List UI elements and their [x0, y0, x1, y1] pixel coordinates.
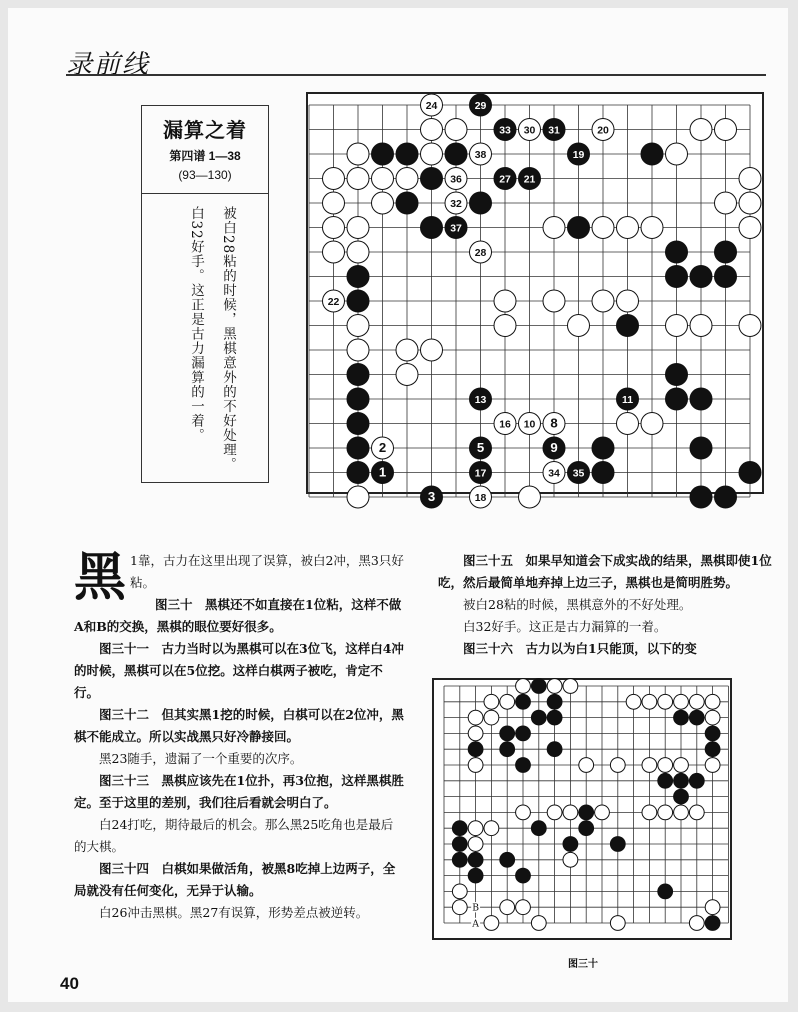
white-stone — [689, 805, 704, 820]
white-stone — [421, 339, 443, 361]
right-text-column — [438, 550, 774, 660]
white-stone — [516, 900, 531, 915]
white-stone — [563, 852, 578, 867]
white-stone — [500, 900, 515, 915]
small-go-board — [432, 678, 732, 940]
title-subtitle: 第四谱 1—38 — [169, 149, 241, 163]
black-stone — [347, 266, 369, 288]
white-stone — [396, 364, 418, 386]
black-stone — [690, 486, 712, 508]
white-stone — [626, 694, 641, 709]
move-number-label: 11 — [621, 395, 634, 407]
white-stone — [674, 805, 689, 820]
white-stone — [323, 241, 345, 263]
white-stone — [547, 679, 562, 694]
white-stone — [705, 710, 720, 725]
move-number-label: 18 — [474, 493, 487, 505]
black-stone — [347, 364, 369, 386]
title-head — [142, 106, 268, 194]
black-stone — [674, 789, 689, 804]
move-number-label: 8 — [550, 415, 558, 431]
black-stone — [372, 143, 394, 165]
black-stone — [666, 364, 688, 386]
black-stone — [500, 726, 515, 741]
left-paragraph-2: 图三十一 古力当时以为黑棋可以在3位飞，这样白4冲的时候，黑棋可以在5位挖。这样白棋两子被吃，肯定不行。 — [74, 641, 404, 700]
move-number-label: 21 — [523, 174, 536, 186]
white-stone — [592, 217, 614, 239]
left-paragraph-7: 图三十四 白棋如果做活角，被黑8吃掉上边两子，全局就没有任何变化，无异于认输。 — [74, 861, 396, 898]
white-stone — [617, 290, 639, 312]
diagram-caption: 图三十 — [568, 959, 598, 970]
move-number-label: 37 — [450, 223, 462, 235]
page-number: 40 — [60, 974, 79, 993]
white-stone — [543, 217, 565, 239]
left-paragraph-6: 白24打吃，期待最后的机会。那么黑25吃角也是最后的大棋。 — [74, 817, 394, 854]
black-stone — [531, 821, 546, 836]
black-stone — [674, 773, 689, 788]
white-stone — [347, 486, 369, 508]
black-stone — [347, 290, 369, 312]
move-number-label: 10 — [523, 419, 536, 431]
white-stone — [323, 192, 345, 214]
white-stone — [666, 315, 688, 337]
white-stone — [642, 805, 657, 820]
white-stone — [452, 900, 467, 915]
white-stone — [690, 315, 712, 337]
white-stone — [347, 315, 369, 337]
black-stone — [452, 837, 467, 852]
right-paragraph-0: 图三十五 如果早知道会下成实战的结果，黑棋即使1位吃，然后最简单地弃掉上边三子，黑棋也是简明胜势。 — [438, 553, 772, 590]
left-paragraph-8: 白26冲击黑棋。黑27有误算，形势差点被逆转。 — [99, 905, 369, 920]
black-stone — [347, 388, 369, 410]
black-stone — [579, 805, 594, 820]
move-number-label: 19 — [572, 150, 585, 162]
left-paragraph-5: 图三十三 黑棋应该先在1位扑，再3位抱，这样黑棋胜定。至于这里的差别，我们往后看就会明白了。 — [74, 773, 404, 810]
move-number-label: 33 — [499, 125, 511, 137]
move-number-label: 34 — [548, 468, 560, 480]
move-number-label: 35 — [572, 468, 585, 480]
move-number-label: 27 — [499, 174, 511, 186]
black-stone — [547, 742, 562, 757]
white-stone — [468, 821, 483, 836]
black-stone — [421, 217, 443, 239]
white-stone — [705, 900, 720, 915]
black-stone — [592, 437, 614, 459]
black-stone — [658, 884, 673, 899]
white-stone — [739, 168, 761, 190]
white-stone — [396, 168, 418, 190]
white-stone — [484, 916, 499, 931]
title-vertical-text-1: 被白28粘的时候，黑棋意外的不好处理。 — [220, 206, 236, 472]
black-stone — [715, 486, 737, 508]
white-stone — [563, 805, 578, 820]
white-stone — [563, 679, 578, 694]
black-stone — [666, 266, 688, 288]
black-stone — [516, 694, 531, 709]
move-number-label: 31 — [548, 125, 560, 137]
black-stone — [563, 837, 578, 852]
move-number-label: 3 — [427, 489, 436, 505]
black-stone — [705, 726, 720, 741]
black-stone — [674, 710, 689, 725]
move-number-label: 17 — [474, 468, 487, 480]
white-stone — [658, 758, 673, 773]
left-text-column — [74, 550, 404, 924]
white-stone — [642, 694, 657, 709]
white-stone — [347, 339, 369, 361]
black-stone — [617, 315, 639, 337]
black-stone — [347, 437, 369, 459]
move-number-label: 1 — [378, 464, 387, 480]
black-stone — [347, 462, 369, 484]
move-number-label: 5 — [476, 440, 485, 456]
black-stone — [516, 868, 531, 883]
black-stone — [421, 168, 443, 190]
white-stone — [347, 143, 369, 165]
move-number-label: 32 — [450, 199, 462, 211]
main-go-board — [306, 92, 764, 505]
white-stone — [715, 192, 737, 214]
black-stone — [531, 710, 546, 725]
left-paragraph-1: 图三十 黑棋还不如直接在1位粘，这样不做A和B的交换，黑棋的眼位要好很多。 — [74, 597, 402, 634]
black-stone — [610, 837, 625, 852]
white-stone — [705, 694, 720, 709]
black-stone — [705, 916, 720, 931]
black-stone — [500, 852, 515, 867]
white-stone — [500, 694, 515, 709]
move-number-label: 13 — [474, 395, 487, 407]
point-label: A — [472, 918, 479, 930]
black-stone — [396, 143, 418, 165]
white-stone — [642, 758, 657, 773]
black-stone — [715, 241, 737, 263]
black-stone — [690, 437, 712, 459]
white-stone — [323, 217, 345, 239]
white-stone — [421, 143, 443, 165]
white-stone — [610, 758, 625, 773]
black-stone — [592, 462, 614, 484]
white-stone — [739, 217, 761, 239]
black-stone — [500, 742, 515, 757]
white-stone — [445, 119, 467, 141]
white-stone — [347, 217, 369, 239]
black-stone — [445, 143, 467, 165]
white-stone — [658, 694, 673, 709]
black-stone — [468, 852, 483, 867]
move-number-label: 30 — [523, 125, 536, 137]
white-stone — [641, 413, 663, 435]
black-stone — [690, 266, 712, 288]
book-page — [8, 8, 788, 1002]
title-range: (93—130) — [178, 168, 232, 182]
white-stone — [715, 119, 737, 141]
title-box — [141, 105, 269, 483]
white-stone — [658, 805, 673, 820]
move-number-label: 28 — [474, 248, 487, 260]
left-paragraph-3: 图三十二 但其实黑1挖的时候，白棋可以在2位冲，黑棋不能成立。所以实战黑只好冷静接回。 — [74, 707, 404, 744]
black-stone — [690, 388, 712, 410]
white-stone — [543, 290, 565, 312]
white-stone — [579, 758, 594, 773]
black-stone — [715, 266, 737, 288]
black-stone — [347, 413, 369, 435]
black-stone — [452, 821, 467, 836]
black-stone — [579, 821, 594, 836]
white-stone — [689, 916, 704, 931]
white-stone — [484, 694, 499, 709]
black-stone — [705, 742, 720, 757]
white-stone — [468, 726, 483, 741]
white-stone — [494, 290, 516, 312]
black-stone — [689, 710, 704, 725]
white-stone — [610, 916, 625, 931]
white-stone — [617, 217, 639, 239]
white-stone — [666, 143, 688, 165]
black-stone — [547, 694, 562, 709]
white-stone — [421, 119, 443, 141]
right-paragraph-1: 被白28粘的时候，黑棋意外的不好处理。 — [463, 597, 692, 612]
move-number-label: 20 — [597, 125, 609, 137]
dropcap-paragraph — [74, 548, 404, 608]
black-stone — [547, 710, 562, 725]
right-paragraph-3: 图三十六 古力以为白1只能顶，以下的变 — [463, 641, 697, 656]
move-number-label: 29 — [474, 101, 487, 113]
black-stone — [568, 217, 590, 239]
white-stone — [372, 168, 394, 190]
black-stone — [658, 773, 673, 788]
black-stone — [641, 143, 663, 165]
white-stone — [739, 192, 761, 214]
header-title: 录前线 — [66, 50, 151, 80]
black-stone — [516, 726, 531, 741]
white-stone — [494, 315, 516, 337]
white-stone — [396, 339, 418, 361]
move-number-label: 24 — [425, 101, 438, 113]
right-paragraph-2: 白32好手。这正是古力漏算的一着。 — [463, 619, 667, 634]
move-number-label: 38 — [474, 150, 487, 162]
title-vertical-text-2: 白32好手。这正是古力漏算的一着。 — [188, 206, 204, 443]
black-stone — [470, 192, 492, 214]
dropcap: 黑 — [74, 548, 127, 608]
black-stone — [666, 388, 688, 410]
black-stone — [516, 758, 531, 773]
black-stone — [689, 773, 704, 788]
white-stone — [484, 821, 499, 836]
white-stone — [547, 805, 562, 820]
black-stone — [739, 462, 761, 484]
move-number-label: 9 — [550, 440, 558, 456]
white-stone — [452, 884, 467, 899]
white-stone — [531, 916, 546, 931]
white-stone — [674, 694, 689, 709]
move-number-label: 16 — [499, 419, 511, 431]
white-stone — [568, 315, 590, 337]
move-number-label: 22 — [327, 297, 340, 309]
white-stone — [516, 679, 531, 694]
white-stone — [617, 413, 639, 435]
white-stone — [690, 119, 712, 141]
white-stone — [674, 758, 689, 773]
white-stone — [705, 758, 720, 773]
title-main: 漏算之着 — [163, 118, 247, 142]
point-label: B — [472, 902, 480, 914]
white-stone — [484, 710, 499, 725]
white-stone — [689, 694, 704, 709]
white-stone — [372, 192, 394, 214]
white-stone — [468, 710, 483, 725]
white-stone — [468, 837, 483, 852]
white-stone — [519, 486, 541, 508]
white-stone — [641, 217, 663, 239]
left-paragraph-0: 1靠，古力在这里出现了误算，被白2冲，黑3只好粘。 — [130, 553, 404, 590]
white-stone — [516, 805, 531, 820]
white-stone — [347, 168, 369, 190]
white-stone — [595, 805, 610, 820]
move-number-label: 36 — [450, 174, 462, 186]
white-stone — [592, 290, 614, 312]
black-stone — [396, 192, 418, 214]
white-stone — [323, 168, 345, 190]
black-stone — [468, 868, 483, 883]
left-paragraph-4: 黑23随手，遗漏了一个重要的次序。 — [99, 751, 303, 766]
white-stone — [739, 315, 761, 337]
move-number-label: 2 — [378, 440, 387, 456]
black-stone — [452, 852, 467, 867]
black-stone — [666, 241, 688, 263]
header-rule — [66, 74, 766, 76]
black-stone — [468, 742, 483, 757]
black-stone — [531, 679, 546, 694]
white-stone — [347, 241, 369, 263]
white-stone — [468, 758, 483, 773]
